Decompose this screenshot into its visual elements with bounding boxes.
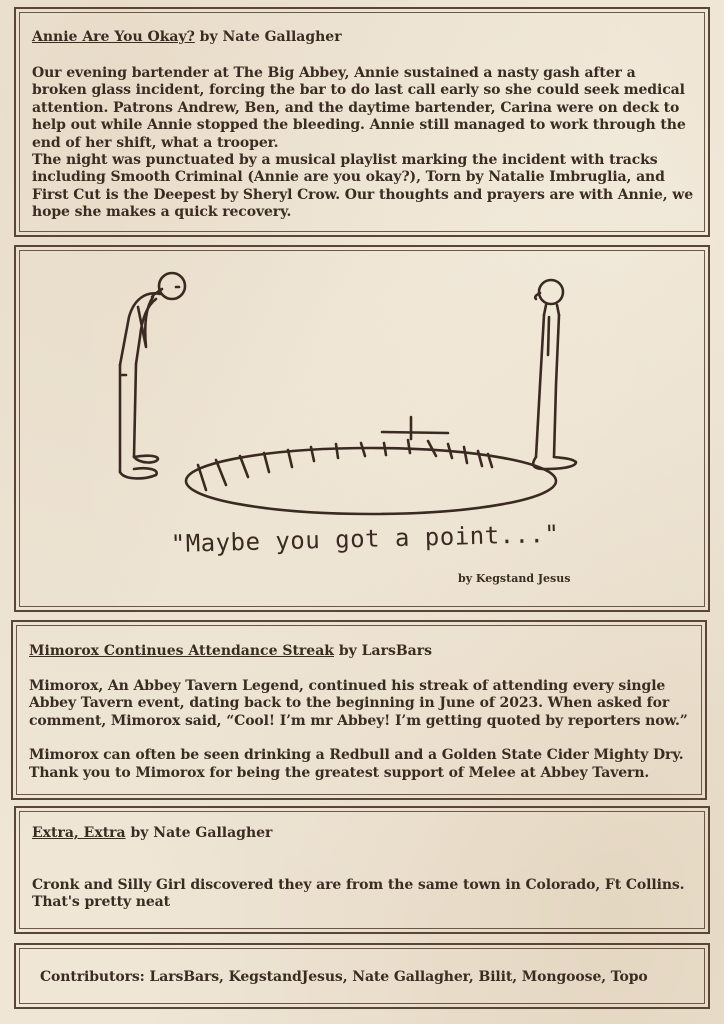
- comic-drawing: [16, 247, 708, 610]
- left-figure: [120, 273, 185, 478]
- left-figure-head: [159, 273, 185, 299]
- article-byline: by Nate Gallagher: [194, 29, 342, 45]
- right-figure: [533, 280, 576, 469]
- comic-panel: [14, 245, 710, 612]
- right-figure-head: [539, 280, 563, 304]
- article-paragraph: Mimorox can often be seen drinking a Redbull and a Golden State Cider Mighty Dry. Thank you to Mimorox for being the greatest support of Melee at Abbey Tavern.: [29, 747, 684, 781]
- article-byline: by LarsBars: [333, 643, 432, 659]
- article-title: Annie Are You Okay?: [32, 29, 195, 45]
- article-extra: [14, 806, 710, 934]
- article-paragraph: The night was punctuated by a musical playlist marking the incident with tracks including Smooth Criminal (Annie are you okay?), Torn by Natalie Imbruglia, and First Cut is the Deepest by Sheryl Crow. Our thoughts and prayers are with Annie, we hope she makes a quick recovery.: [32, 152, 694, 221]
- article-paragraph: Cronk and Silly Girl discovered they are from the same town in Colorado, Ft Collins. That's pretty neat: [32, 877, 685, 911]
- article-title: Extra, Extra: [32, 825, 126, 841]
- article-annie: [14, 7, 710, 237]
- article-paragraph: Mimorox, An Abbey Tavern Legend, continued his streak of attending every single Abbey Tavern event, dating back to the beginning in June of 2023. When asked for comment, Mimorox said, “Cool! I’m mr Abbey! I’m getting quoted by reporters now.”: [29, 678, 688, 729]
- article-byline: by Nate Gallagher: [125, 825, 273, 841]
- article-headline: [32, 824, 694, 842]
- article-headline: [32, 28, 694, 46]
- comic-caption: "Maybe you got a point...": [170, 519, 560, 558]
- article-paragraph: Our evening bartender at The Big Abbey, Annie sustained a nasty gash after a broken glass incident, forcing the bar to do last call early so she could seek medical attention. Patrons Andrew, Ben, and the daytime bartender, Carina were on deck to help out while Annie stopped the bleeding. Annie still managed to work through the end of her shift, what a trooper.: [32, 65, 686, 151]
- contributors-text: Contributors: LarsBars, KegstandJesus, Nate Gallagher, Bilit, Mongoose, Topo: [40, 969, 648, 985]
- article-headline: [29, 642, 691, 660]
- comic-credit: by Kegstand Jesus: [458, 572, 571, 585]
- article-mimorox: [11, 620, 707, 800]
- hole: [186, 417, 556, 514]
- contributors-box: [14, 943, 710, 1009]
- article-title: Mimorox Continues Attendance Streak: [29, 643, 334, 659]
